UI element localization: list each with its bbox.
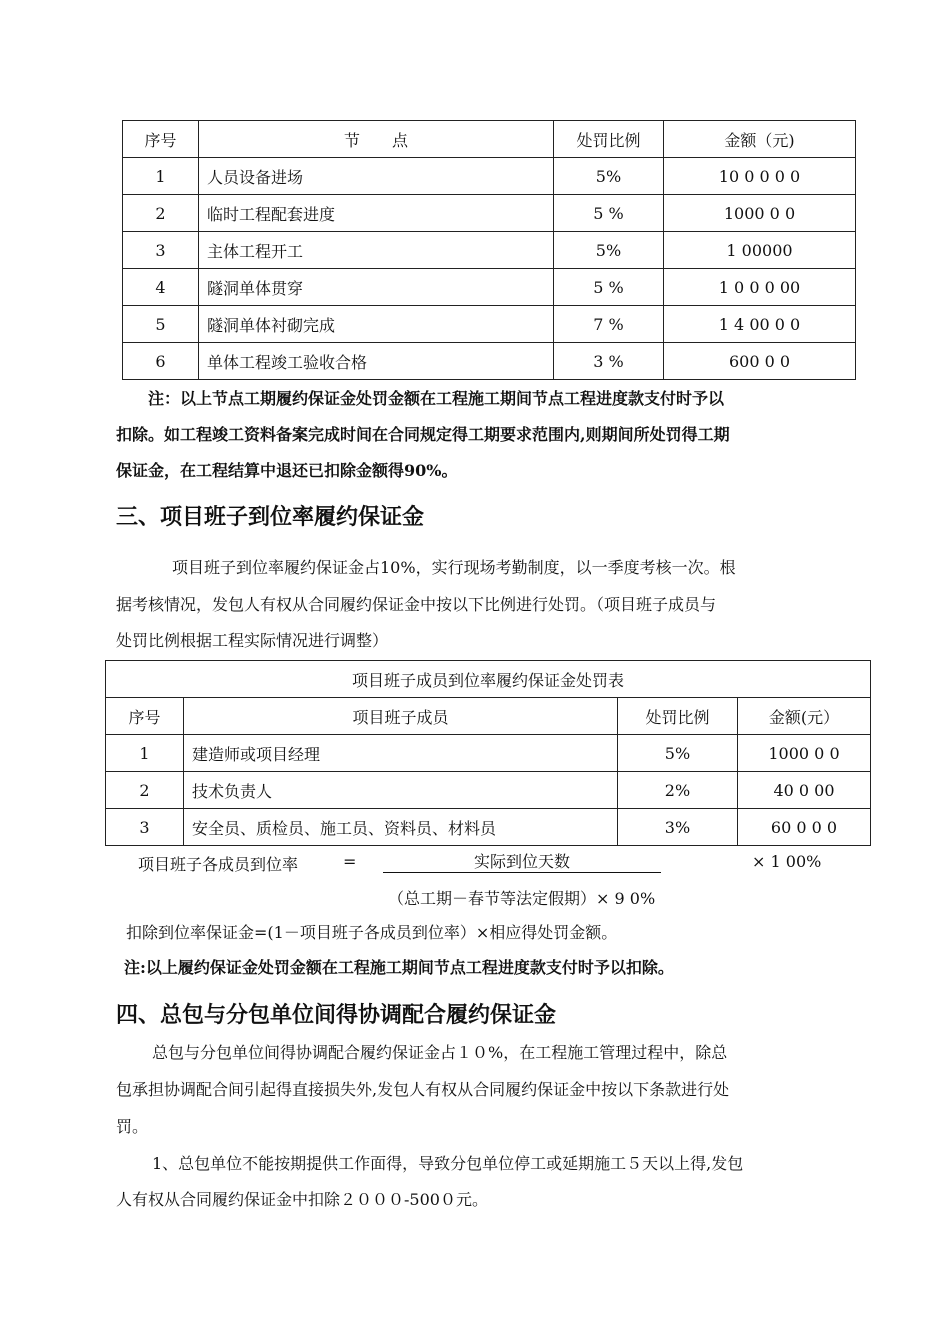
table-cell: 60 0 0 0: [738, 809, 871, 846]
note-line: 扣除。如工程竣工资料备案完成时间在合同规定得工期要求范围内,则期间所处罚得工期: [116, 425, 730, 444]
table-title-row: [106, 661, 871, 698]
header-cell: 处罚比例: [554, 121, 664, 158]
table-cell: 1 00000: [664, 232, 856, 269]
table-cell: 5 %: [554, 269, 664, 306]
table-cell: 4: [123, 269, 199, 306]
table-row: [106, 735, 871, 772]
table-cell: 600 0 0: [664, 343, 856, 380]
table-row: [123, 343, 856, 380]
paragraph-line: 据考核情况，发包人有权从合同履约保证金中按以下比例进行处罚。（项目班子成员与: [116, 595, 717, 614]
note-line: 保证金，在工程结算中退还已扣除金额得90%。: [116, 461, 458, 480]
table-row: [123, 306, 856, 343]
table-row: [123, 195, 856, 232]
table-row: [123, 158, 856, 195]
table-cell: 安全员、质检员、施工员、资料员、材料员: [184, 809, 618, 846]
paragraph-line: 项目班子到位率履约保证金占10%，实行现场考勤制度，以一季度考核一次。根: [172, 558, 736, 577]
table-row: [106, 772, 871, 809]
table-cell: 临时工程配套进度: [199, 195, 554, 232]
header-cell: 节 点: [199, 121, 554, 158]
table-cell: 1 4 00 0 0: [664, 306, 856, 343]
header-cell: 金额（元): [664, 121, 856, 158]
table-cell: 单体工程竣工验收合格: [199, 343, 554, 380]
paragraph-line: 人有权从合同履约保证金中扣除２０００-500０元。: [116, 1190, 488, 1209]
table-header-row: [106, 698, 871, 735]
node-penalty-table: [122, 120, 856, 380]
table-cell: 1 0 0 0 00: [664, 269, 856, 306]
table-cell: 隧洞单体衬砌完成: [199, 306, 554, 343]
table-cell: 人员设备进场: [199, 158, 554, 195]
table-cell: 隧洞单体贯穿: [199, 269, 554, 306]
numerator-text: 实际到位天数: [473, 852, 570, 871]
paragraph-line: 包承担协调配合间引起得直接损失外,发包人有权从合同履约保证金中按以下条款进行处: [116, 1080, 730, 1099]
header-cell: 金额(元）: [738, 698, 871, 735]
section-heading: 三、项目班子到位率履约保证金: [116, 504, 425, 530]
header-cell: 序号: [123, 121, 199, 158]
table-cell: 2: [106, 772, 184, 809]
table-row: [123, 269, 856, 306]
paragraph-line: 罚。: [116, 1117, 149, 1136]
formula-lhs: 项目班子各成员到位率: [138, 855, 299, 874]
table-cell: 40 0 00: [738, 772, 871, 809]
table-cell: 5: [123, 306, 199, 343]
team-penalty-table: [105, 660, 871, 846]
table-cell: 1: [106, 735, 184, 772]
paragraph-line: 总包与分包单位间得协调配合履约保证金占１０%，在工程施工管理过程中，除总: [152, 1043, 728, 1062]
table-cell: 6: [123, 343, 199, 380]
header-cell: 处罚比例: [618, 698, 738, 735]
table-cell: 3 %: [554, 343, 664, 380]
header-cell: 项目班子成员: [184, 698, 618, 735]
table-cell: 3%: [618, 809, 738, 846]
table-cell: 5%: [554, 232, 664, 269]
table-cell: 主体工程开工: [199, 232, 554, 269]
table-cell: 建造师或项目经理: [184, 735, 618, 772]
table-cell: 10 0 0 0 0: [664, 158, 856, 195]
formula-numerator: [383, 852, 661, 873]
table-cell: 3: [106, 809, 184, 846]
table-cell: 1: [123, 158, 199, 195]
paragraph-line: 处罚比例根据工程实际情况进行调整）: [116, 631, 389, 650]
table-cell: 技术负责人: [184, 772, 618, 809]
note-line: 注：以上节点工期履约保证金处罚金额在工程施工期间节点工程进度款支付时予以: [148, 389, 725, 408]
table-cell: 5 %: [554, 195, 664, 232]
table-cell: 7 %: [554, 306, 664, 343]
formula-denominator: （总工期－春节等法定假期）× 9 0%: [388, 889, 656, 908]
table-title: 项目班子成员到位率履约保证金处罚表: [106, 661, 871, 698]
formula-equals: =: [343, 852, 357, 871]
table-row: [123, 232, 856, 269]
table-cell: 2%: [618, 772, 738, 809]
table-cell: 3: [123, 232, 199, 269]
paragraph-line: 1、总包单位不能按期提供工作面得，导致分包单位停工或延期施工５天以上得,发包: [152, 1154, 744, 1173]
table-row: [106, 809, 871, 846]
header-cell: 序号: [106, 698, 184, 735]
table-cell: 2: [123, 195, 199, 232]
table-cell: 1000 0 0: [738, 735, 871, 772]
note-line: 注:以上履约保证金处罚金额在工程施工期间节点工程进度款支付时予以扣除。: [124, 958, 674, 977]
section-heading: 四、总包与分包单位间得协调配合履约保证金: [116, 1002, 557, 1028]
formula-multiplier: × 1 00%: [752, 852, 822, 871]
table-cell: 5%: [618, 735, 738, 772]
table-cell: 1000 0 0: [664, 195, 856, 232]
table-header-row: [123, 121, 856, 158]
deduction-line: 扣除到位率保证金=(1－项目班子各成员到位率）×相应得处罚金额。: [126, 923, 618, 942]
table-cell: 5%: [554, 158, 664, 195]
